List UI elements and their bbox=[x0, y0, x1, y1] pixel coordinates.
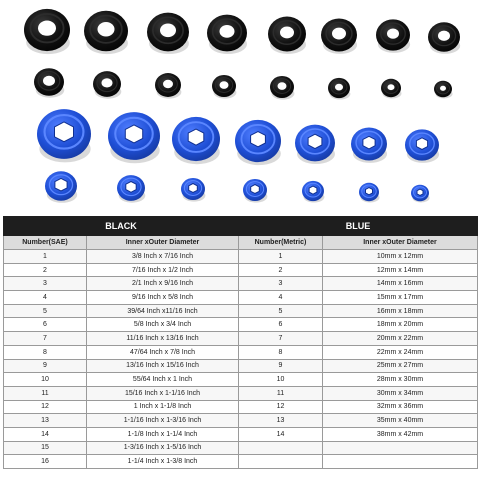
black-grommet bbox=[328, 78, 350, 100]
sae-diameter-cell: 3/8 Inch x 7/16 Inch bbox=[87, 250, 239, 264]
size-chart bbox=[3, 216, 477, 469]
sae-diameter-cell: 1-1/8 Inch x 1-1/4 Inch bbox=[87, 427, 239, 441]
col-header-metric-diameter: Inner xOuter Diameter bbox=[323, 236, 478, 250]
metric-number-cell: 11 bbox=[239, 386, 323, 400]
col-header-metric-number: Number(Metric) bbox=[239, 236, 323, 250]
black-grommet bbox=[84, 11, 128, 54]
metric-number-cell: 2 bbox=[239, 263, 323, 277]
sae-diameter-cell: 1-3/16 Inch x 1-5/16 Inch bbox=[87, 441, 239, 455]
metric-number-cell: 12 bbox=[239, 400, 323, 414]
table-row bbox=[4, 441, 478, 455]
col-header-sae-diameter: Inner xOuter Diameter bbox=[87, 236, 239, 250]
table-row bbox=[4, 373, 478, 387]
sae-number-cell: 12 bbox=[4, 400, 87, 414]
metric-number-cell: 3 bbox=[239, 277, 323, 291]
black-grommet bbox=[93, 71, 121, 99]
sae-diameter-cell: 1-1/16 Inch x 1-3/16 Inch bbox=[87, 414, 239, 428]
sae-number-cell: 13 bbox=[4, 414, 87, 428]
sae-diameter-cell: 5/8 Inch x 3/4 Inch bbox=[87, 318, 239, 332]
sae-diameter-cell: 7/16 Inch x 1/2 Inch bbox=[87, 263, 239, 277]
table-row bbox=[4, 427, 478, 441]
metric-number-cell bbox=[239, 441, 323, 455]
blue-grommet bbox=[172, 117, 220, 164]
metric-diameter-cell: 32mm x 36mm bbox=[323, 400, 478, 414]
metric-diameter-cell: 10mm x 12mm bbox=[323, 250, 478, 264]
sae-number-cell: 14 bbox=[4, 427, 87, 441]
sae-number-cell: 10 bbox=[4, 373, 87, 387]
black-grommet bbox=[207, 15, 247, 54]
table-row bbox=[4, 263, 478, 277]
sae-diameter-cell: 39/64 Inch x11/16 Inch bbox=[87, 304, 239, 318]
table-row bbox=[4, 345, 478, 359]
sae-number-cell: 2 bbox=[4, 263, 87, 277]
metric-diameter-cell bbox=[323, 441, 478, 455]
metric-number-cell: 4 bbox=[239, 291, 323, 305]
sae-diameter-cell: 9/16 Inch x 5/8 Inch bbox=[87, 291, 239, 305]
black-grommet bbox=[147, 13, 189, 54]
sae-diameter-cell: 55/64 Inch x 1 Inch bbox=[87, 373, 239, 387]
sae-number-cell: 8 bbox=[4, 345, 87, 359]
table-row bbox=[4, 250, 478, 264]
sae-number-cell: 11 bbox=[4, 386, 87, 400]
black-grommet bbox=[24, 9, 70, 54]
blue-grommet bbox=[45, 171, 77, 203]
table-row bbox=[4, 291, 478, 305]
black-grommet bbox=[321, 18, 357, 53]
metric-diameter-cell: 28mm x 30mm bbox=[323, 373, 478, 387]
black-grommet bbox=[428, 22, 460, 54]
table-row bbox=[4, 318, 478, 332]
sae-number-cell: 1 bbox=[4, 250, 87, 264]
metric-diameter-cell: 15mm x 17mm bbox=[323, 291, 478, 305]
metric-number-cell: 10 bbox=[239, 373, 323, 387]
metric-diameter-cell: 20mm x 22mm bbox=[323, 332, 478, 346]
metric-diameter-cell: 16mm x 18mm bbox=[323, 304, 478, 318]
metric-diameter-cell: 12mm x 14mm bbox=[323, 263, 478, 277]
sae-diameter-cell: 11/16 Inch x 13/16 Inch bbox=[87, 332, 239, 346]
col-header-sae-number: Number(SAE) bbox=[4, 236, 87, 250]
table-row bbox=[4, 386, 478, 400]
metric-number-cell bbox=[239, 455, 323, 469]
sae-number-cell: 9 bbox=[4, 359, 87, 373]
metric-diameter-cell: 35mm x 40mm bbox=[323, 414, 478, 428]
table-row bbox=[4, 277, 478, 291]
sae-diameter-cell: 13/16 Inch x 15/16 Inch bbox=[87, 359, 239, 373]
sae-number-cell: 5 bbox=[4, 304, 87, 318]
blue-grommet bbox=[302, 181, 324, 203]
blue-grommet bbox=[235, 120, 281, 165]
black-grommet bbox=[376, 19, 410, 52]
black-grommet bbox=[434, 81, 453, 99]
metric-diameter-cell bbox=[323, 455, 478, 469]
blue-grommet bbox=[411, 185, 430, 203]
sae-diameter-cell: 47/64 Inch x 7/8 Inch bbox=[87, 345, 239, 359]
sae-number-cell: 15 bbox=[4, 441, 87, 455]
metric-number-cell: 6 bbox=[239, 318, 323, 332]
metric-diameter-cell: 22mm x 24mm bbox=[323, 345, 478, 359]
sae-diameter-cell: 1 Inch x 1-1/8 Inch bbox=[87, 400, 239, 414]
black-grommet bbox=[270, 76, 294, 100]
blue-grommet bbox=[351, 127, 387, 162]
table-row bbox=[4, 455, 478, 469]
table-row bbox=[4, 332, 478, 346]
grommet-product-photo bbox=[0, 0, 480, 212]
metric-number-cell: 7 bbox=[239, 332, 323, 346]
metric-diameter-cell: 38mm x 42mm bbox=[323, 427, 478, 441]
blue-grommet bbox=[181, 178, 205, 202]
size-table bbox=[3, 216, 478, 469]
sae-number-cell: 16 bbox=[4, 455, 87, 469]
table-row bbox=[4, 400, 478, 414]
table-row bbox=[4, 414, 478, 428]
blue-grommet bbox=[359, 183, 380, 203]
black-grommet bbox=[212, 75, 236, 99]
blue-grommet bbox=[37, 109, 91, 162]
black-group-header: BLACK bbox=[4, 217, 239, 236]
black-grommet bbox=[34, 68, 64, 98]
metric-number-cell: 1 bbox=[239, 250, 323, 264]
metric-diameter-cell: 18mm x 20mm bbox=[323, 318, 478, 332]
table-row bbox=[4, 359, 478, 373]
black-grommet bbox=[155, 73, 181, 99]
metric-number-cell: 5 bbox=[239, 304, 323, 318]
black-grommet bbox=[268, 17, 306, 54]
metric-number-cell: 8 bbox=[239, 345, 323, 359]
blue-grommet bbox=[243, 179, 267, 203]
sae-number-cell: 6 bbox=[4, 318, 87, 332]
blue-grommet bbox=[117, 175, 145, 203]
blue-group-header: BLUE bbox=[239, 217, 478, 236]
metric-number-cell: 14 bbox=[239, 427, 323, 441]
blue-grommet bbox=[405, 129, 439, 162]
table-row bbox=[4, 304, 478, 318]
metric-number-cell: 9 bbox=[239, 359, 323, 373]
metric-diameter-cell: 25mm x 27mm bbox=[323, 359, 478, 373]
sae-diameter-cell: 15/16 Inch x 1-1/16 Inch bbox=[87, 386, 239, 400]
metric-number-cell: 13 bbox=[239, 414, 323, 428]
blue-grommet bbox=[295, 125, 335, 164]
sae-diameter-cell: 1-1/4 Inch x 1-3/8 Inch bbox=[87, 455, 239, 469]
sae-number-cell: 7 bbox=[4, 332, 87, 346]
metric-diameter-cell: 14mm x 16mm bbox=[323, 277, 478, 291]
blue-grommet bbox=[108, 112, 160, 163]
metric-diameter-cell: 30mm x 34mm bbox=[323, 386, 478, 400]
sae-diameter-cell: 2/1 Inch x 9/16 Inch bbox=[87, 277, 239, 291]
sae-number-cell: 3 bbox=[4, 277, 87, 291]
black-grommet bbox=[381, 79, 402, 99]
sae-number-cell: 4 bbox=[4, 291, 87, 305]
